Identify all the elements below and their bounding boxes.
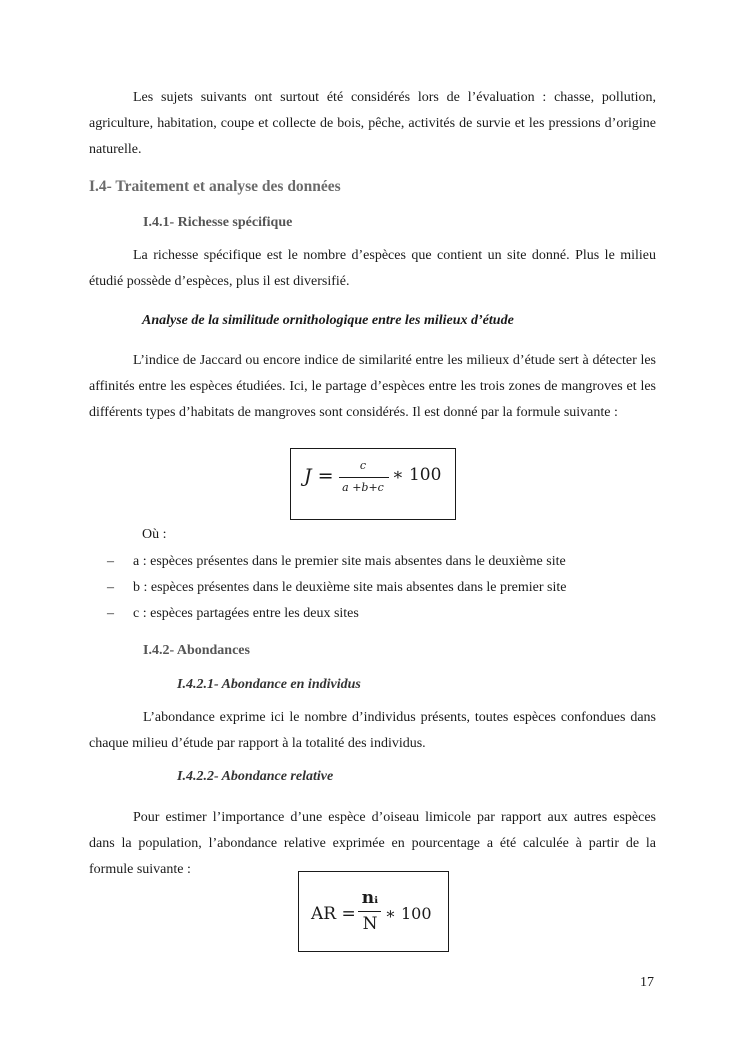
relative-heading: I.4.2.2- Abondance relative (177, 769, 334, 784)
ar-numerator: nᵢ (361, 888, 379, 908)
jaccard-paragraph: L’indice de Jaccard ou encore indice de similarité entre les milieux d’étude sert à détecter les affinités entre les espèces étudiées. Ici, le partage d’espèces entre les trois zones de mangroves et les différents types d’habitats de mangroves sont considérés. Il est donné par la formule suivante : (89, 353, 656, 420)
section-heading: I.4- Traitement et analyse des données (89, 178, 341, 195)
similitude-subheading: Analyse de la similitude ornithologique entre les milieux d’étude (142, 313, 514, 328)
jaccard-numerator: c (359, 459, 367, 472)
richesse-paragraph: La richesse spécifique est le nombre d’espèces que contient un site donné. Plus le milieu étudié possède d’espèces, plus il est diversifié. (89, 248, 656, 289)
richesse-heading: I.4.1- Richesse spécifique (143, 215, 293, 230)
intro-paragraph: Les sujets suivants ont surtout été considérés lors de l’évaluation : chasse, pollution, agriculture, habitation, coupe et collecte de bois, pêche, activités de survie et les pressions d’origine naturelle. (89, 90, 656, 157)
ar-fraction-bar (358, 911, 381, 912)
jaccard-lhs: J = (304, 465, 334, 487)
jaccard-formula-box (290, 448, 456, 520)
individus-paragraph: L’abondance exprime ici le nombre d’individus présents, toutes espèces confondues dans chaque milieu d’étude par rapport à la totalité des individus. (89, 710, 656, 751)
where-label: Où : (142, 527, 167, 542)
ar-formula-box (298, 871, 449, 952)
individus-heading: I.4.2.1- Abondance en individus (177, 677, 361, 692)
jaccard-rhs: ∗ 100 (392, 465, 442, 485)
ar-denominator: N (362, 914, 378, 934)
document-page: Les sujets suivants ont surtout été considérés lors de l’évaluation : chasse, pollution, agriculture, habitation, coupe et collecte de bois, pêche, activités de survie et les pressions d’origine naturelle. I.4- Traitement et analyse des données I.4.1- Richesse spécifique La richesse spécifique est le nombre d’espèces que contient un site donné. Plus le milieu étudié possède d’espèces, plus il est diversifié. Analyse de la similitude ornithologique entre les milieux d’étude L’indice de Jaccard ou encore indice de similarité entre les milieux d’étude sert à détecter les affinités entre les espèces étudiées. Ici, le partage d’espèces entre les trois zones de mangroves et les différents types d’habitats de mangroves sont considérés. Il est donné par la formule suivante : J = c a +b+c ∗ 100 Où : – a : espèces présentes dans le premier site mais absentes dans le deuxième site – b : espèces présentes dans le deuxième site mais absentes dans le premier site – c : espèces partagées entre les deux sites I.4.2- Abondances I.4.2.1- Abondance en individus L’abondance exprime ici le nombre d’individus présents, toutes espèces confondues dans chaque milieu d’étude par rapport à la totalité des individus. I.4.2.2- Abondance relative Pour estimer l’importance d’une espèce d’oiseau limicole par rapport aux autres espèces dans la population, l’abondance relative exprimée en pourcentage a été calculée à partir de la formule suivante : AR = nᵢ N ∗ 100 17 (0, 0, 745, 1053)
relative-paragraph: Pour estimer l’importance d’une espèce d’oiseau limicole par rapport aux autres espèces dans la population, l’abondance relative exprimée en pourcentage a été calculée à partir de la formule suivante : (89, 810, 656, 877)
jaccard-fraction-bar (339, 477, 389, 478)
ar-lhs: AR = (311, 904, 356, 924)
page-number: 17 (640, 975, 654, 990)
ar-rhs: ∗ 100 (385, 904, 432, 923)
abondances-heading: I.4.2- Abondances (143, 643, 250, 658)
jaccard-denominator: a +b+c (342, 481, 384, 494)
